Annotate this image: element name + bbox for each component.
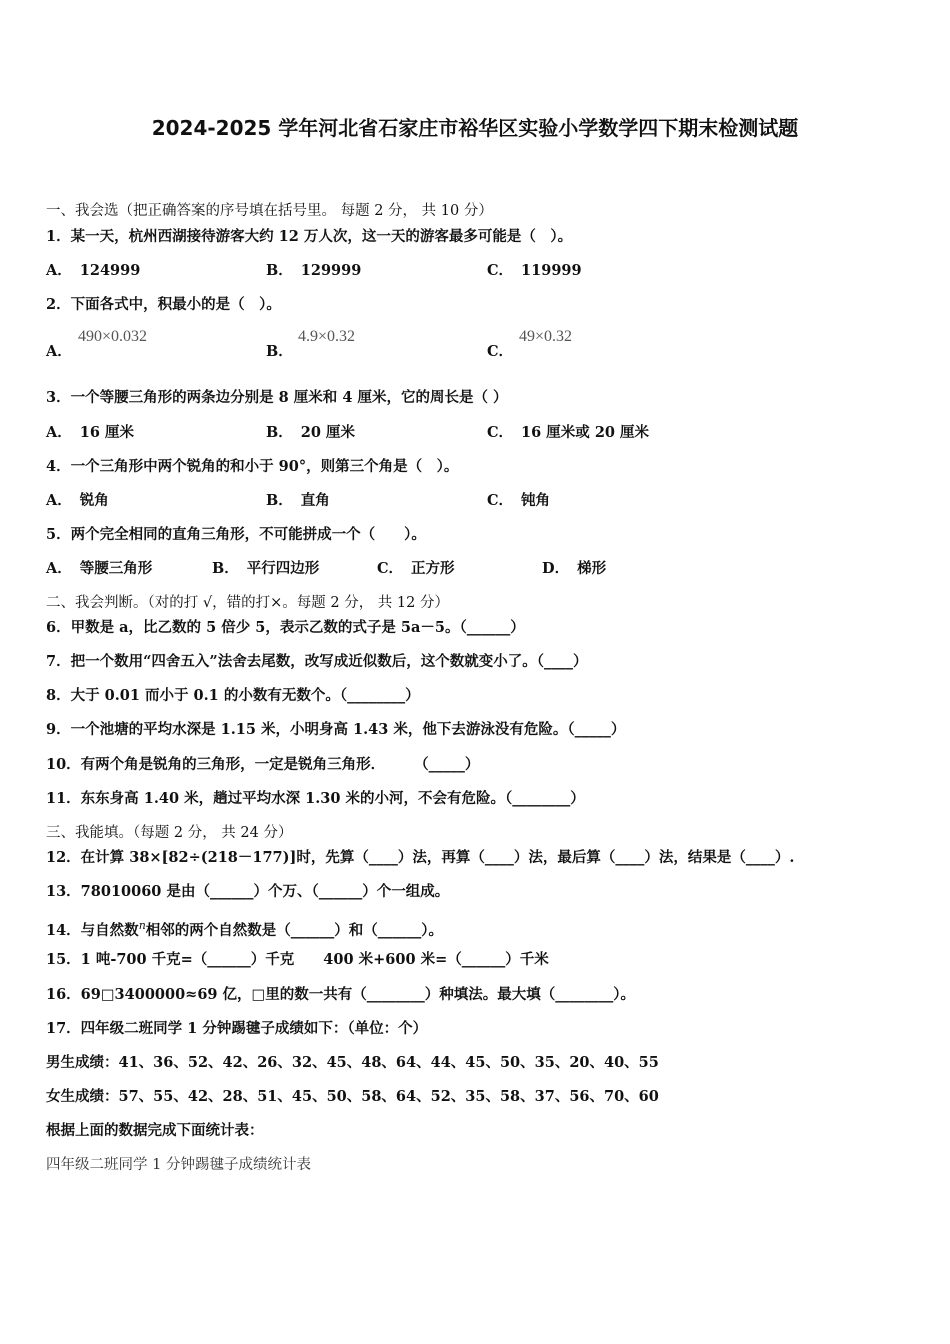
question-5: 5．两个完全相同的直角三角形，不可能拼成一个（ ）。: [46, 526, 426, 543]
q3-option-b: [266, 423, 355, 443]
q14-variable: n: [138, 919, 146, 932]
q2-option-a-label: A．: [46, 343, 72, 360]
q4-option-c-label: C．: [487, 492, 514, 509]
question-8: 8．大于 0.01 而小于 0.1 的小数有无数个。（________）: [46, 687, 420, 704]
q3-option-b-text: 20 厘米: [300, 424, 355, 441]
question-11: 11．东东身高 1.40 米，趟过平均水深 1.30 米的小河，不会有危险。（________）: [46, 790, 585, 807]
q3-option-a-label: A．: [46, 424, 72, 441]
q17-girls-scores: 女生成绩：57、55、42、28、51、45、50、58、64、52、35、58、37、56、70、60: [46, 1088, 659, 1105]
question-3: 3．一个等腰三角形的两条边分别是 8 厘米和 4 厘米，它的周长是（ ）: [46, 389, 508, 406]
question-10: 10．有两个角是锐角的三角形，一定是锐角三角形． （_____）: [46, 756, 480, 773]
question-12: 12．在计算 38×[82÷(218－177)]时，先算（____）法，再算（____）法，最后算（____）法，结果是（____）.: [46, 849, 795, 866]
question-14: [46, 916, 443, 941]
q3-option-c-label: C．: [487, 424, 514, 441]
q1-option-a: [46, 261, 140, 281]
q17-instruction: 根据上面的数据完成下面统计表：: [46, 1122, 264, 1139]
question-6: 6．甲数是 a，比乙数的 5 倍少 5，表示乙数的式子是 5a－5。（______）: [46, 619, 525, 636]
q4-option-a: [46, 491, 109, 511]
question-16: 16．69□3400000≈69 亿，□里的数一共有（________）种填法。最大填（________）。: [46, 986, 636, 1003]
q2-option-b-formula: 4.9×0.32: [298, 328, 356, 345]
q5-option-b-label: B．: [212, 560, 239, 577]
section-2-heading: 二、我会判断。（对的打 √，错的打×。每题 2 分， 共 12 分）: [46, 595, 449, 611]
section-3-heading: 三、我能填。（每题 2 分， 共 24 分）: [46, 825, 293, 841]
q5-option-b: [212, 559, 319, 579]
q14-suffix: 相邻的两个自然数是（______）和（______）。: [145, 921, 444, 939]
q2-option-b-label: B．: [266, 343, 293, 360]
q2-option-a-formula: 490×0.032: [78, 328, 148, 345]
q5-option-c-label: C．: [377, 560, 404, 577]
question-9: 9．一个池塘的平均水深是 1.15 米，小明身高 1.43 米，他下去游泳没有危险。（_____）: [46, 721, 626, 738]
q1-option-b-text: 129999: [300, 262, 362, 279]
q1-option-c-text: 119999: [521, 262, 582, 279]
q1-option-b-label: B．: [266, 262, 293, 279]
q5-option-a: [46, 559, 152, 579]
q3-option-a: [46, 423, 134, 443]
question-17: 17．四年级二班同学 1 分钟踢毽子成绩如下：（单位：个）: [46, 1020, 428, 1037]
q5-option-a-label: A．: [46, 560, 72, 577]
q4-option-a-text: 锐角: [79, 492, 109, 509]
q17-table-caption: 四年级二班同学 1 分钟踢毽子成绩统计表: [46, 1157, 311, 1173]
question-2: 2．下面各式中，积最小的是（ ）。: [46, 296, 281, 313]
q3-option-b-label: B．: [266, 424, 293, 441]
q2-option-c-formula: 49×0.32: [519, 328, 573, 345]
q1-option-a-text: 124999: [79, 262, 141, 279]
q5-option-a-text: 等腰三角形: [79, 560, 153, 577]
q5-option-c-text: 正方形: [411, 560, 455, 577]
q1-option-c-label: C．: [487, 262, 514, 279]
q5-option-c: [377, 559, 455, 579]
q4-option-c-text: 钝角: [521, 492, 551, 509]
q2-option-c-label: C．: [487, 343, 514, 360]
q5-option-d-text: 梯形: [577, 560, 607, 577]
q14-prefix: 14．与自然数: [46, 921, 139, 939]
question-15: 15．1 吨-700 千克=（______）千克 400 米+600 米=（______）千米: [46, 951, 549, 968]
q5-option-d-label: D．: [542, 560, 570, 577]
section-1-heading: 一、我会选（把正确答案的序号填在括号里。 每题 2 分， 共 10 分）: [46, 203, 493, 219]
q17-boys-scores: 男生成绩：41、36、52、42、26、32、45、48、64、44、45、50、35、20、40、55: [46, 1054, 659, 1071]
question-1: 1．某一天，杭州西湖接待游客大约 12 万人次，这一天的游客最多可能是（ ）。: [46, 228, 573, 245]
q4-option-a-label: A．: [46, 492, 72, 509]
q3-option-c: [487, 423, 649, 443]
q4-option-b-label: B．: [266, 492, 293, 509]
q1-option-c: [487, 261, 582, 281]
q5-option-d: [542, 559, 606, 579]
q1-option-a-label: A．: [46, 262, 72, 279]
q4-option-b-text: 直角: [300, 492, 330, 509]
question-13: 13．78010060 是由（______）个万、（______）个一组成。: [46, 883, 450, 900]
q5-option-b-text: 平行四边形: [246, 560, 320, 577]
q3-option-c-text: 16 厘米或 20 厘米: [521, 424, 650, 441]
page-title: 2024-2025 学年河北省石家庄市裕华区实验小学数学四下期末检测试题: [151, 116, 799, 140]
question-7: 7．把一个数用“四舍五入”法舍去尾数，改写成近似数后，这个数就变小了。（____）: [46, 653, 588, 670]
q4-option-c: [487, 491, 550, 511]
q1-option-b: [266, 261, 361, 281]
q3-option-a-text: 16 厘米: [79, 424, 134, 441]
question-4: 4．一个三角形中两个锐角的和小于 90°，则第三个角是（ ）。: [46, 458, 459, 475]
q4-option-b: [266, 491, 330, 511]
